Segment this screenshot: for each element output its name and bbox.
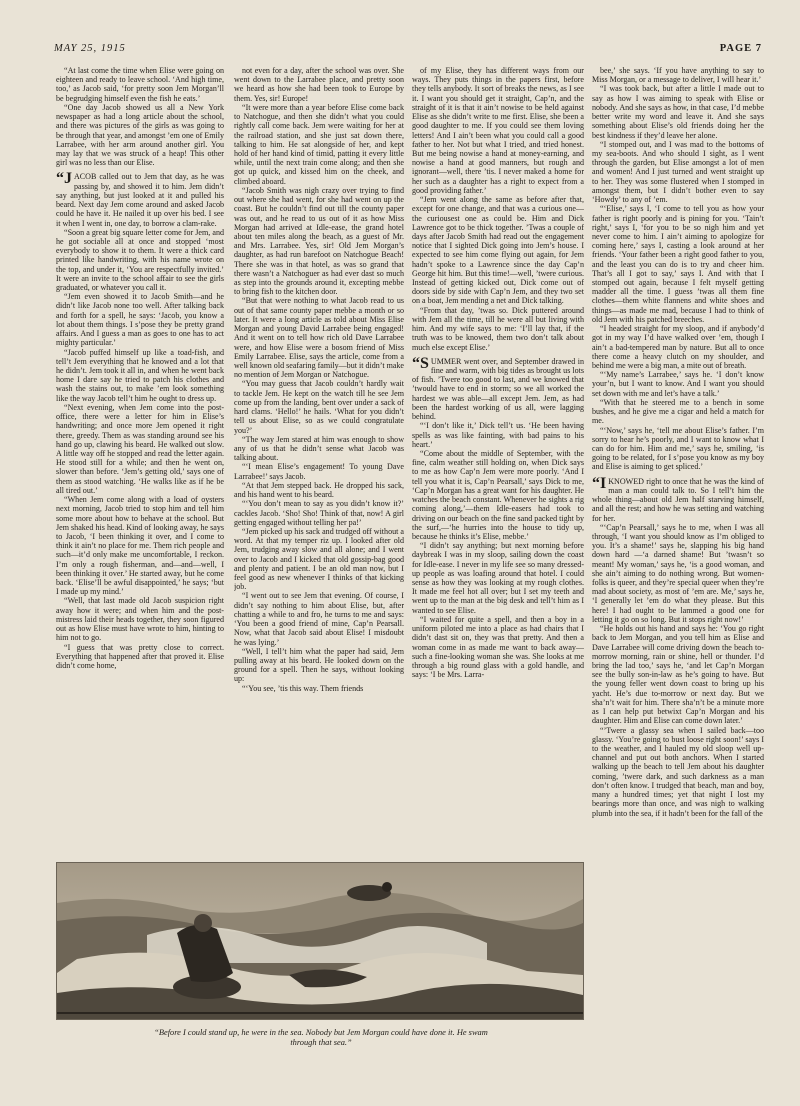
paragraph: “I guess that was pretty close to correct. Everything that happened after that proved it. Elise didn’t come home, (56, 642, 224, 670)
paragraph: “SUMMER went over, and September drawed in fine and warm, with big tides as brought us lots of fish. ’Twere too good to last, and we knowed that ’twould have to end in storm; so we all worked the hardest we was able—all except Jem. Jem, as had been the hardest working of us all, were lagging behind. (412, 354, 584, 422)
text-column-4 (592, 66, 764, 1072)
paragraph: “Well, I tell’t him what the paper had said, Jem pulling away at his beard. He looked down on the ground for a spell. Then he says, without looking up: (234, 646, 404, 684)
paragraph: “I was took back, but after a little I made out to say as how I was aiming to speak with Elise or nobody. And she says as how, in that case, I’d mebbe better write my word and leave it. And she says something about Elise’s old friends doing her the best kindness if they’d leave her alone. (592, 84, 764, 140)
paragraph: not even for a day, after the school was over. She went down to the Larrabee place, and pretty soon we heard as how she had been took to Europe by them. Yes, sir! Europe! (234, 66, 404, 103)
paragraph: “It were more than a year before Elise come back to Natchogue, and then she didn’t what you could rightly call come back. Jem were waiting for her at the railroad station, and she just sat down there, talking to him. He sat alongside of her, and kept hold of her hand kind of timid, patting it every little while, until the next train come along; and then she got up quick, and kissed him on the cheek, and climbed aboard. (234, 102, 404, 186)
paragraph: “At last come the time when Elise were going on eighteen and ready to leave school. ‘And high time, too,’ as Jacob said, ‘for pretty soon Jem Morgan’ll be begrudging himself even the fish he eats.’ (56, 66, 224, 103)
paragraph: “‘Cap’n Pearsall,’ says he to me, when I was all through, ‘I want you should know as I’m obliged to you. It’s a shame!’ says he, slapping his big hand down hard —‘a darned shame! But ’twasn’t so meant! My woman,’ says he, ‘is a good woman, and she ain’t aiming to do nothing wrong. But women-folks is queer, and they’re special queer when they’re mad about society, as most of ’em are. Me,’ says he, ‘I generally let ’em do what they please. But this here! I had ought to be lammed a good one for letting it go on so long. But it stops right now!’ (592, 522, 764, 624)
paragraph: “I went out to see Jem that evening. Of course, I didn’t say nothing to him about Elise, but, after chatting a while to and fro, he turns to me and says: ‘You been a good friend of mine, Cap’n Pearsall. Now, what that Jacob said about Elise! I misdoubt he was lying.’ (234, 591, 404, 647)
paragraph: “‘I mean Elise’s engagement! To young Dave Larrabee!’ says Jacob. (234, 462, 404, 481)
paragraph: of my Elise, they has different ways from our ways. They puts things in the papers first, before they tells anybody. It sort of breaks the news, as I see it. I want you should get it straight, Cap’n, and the straight of it is that it ain’t nowise to be held against Elise as she didn’t write to me first. Elise, she been a good daughter to me. If you could see them loving letters! And I ain’t been what you could call a good father to her. Not but what I tried, and tried honest. But me being nowise a hand at money-earning, and nowise a hand at good manners, but rough and ignorant—well, there ’tis. I never maked a home for her such as a daughter has a right to expect from a good providing father.’ (412, 66, 584, 195)
paragraph: “‘My name’s Larrabee,’ says he. ‘I don’t know your’n, but I want to know. And I want you should set down with me and let’s have a talk.’ (592, 370, 764, 398)
text-column-1 (56, 66, 224, 926)
paragraph: “I waited for quite a spell, and then a boy in a uniform piloted me into a place as had chairs that I didn’t dast sit on, they was that pretty. And then a woman come in as made me want to back away—such a fine-looking woman she was. She looks at me through a big round glass with a gold handle, and says: ‘I be Mrs. Larra- (412, 614, 584, 680)
paragraph: “The way Jem stared at him was enough to show any of us that he didn’t sense what Jacob was talking about. (234, 434, 404, 463)
text-column-3 (412, 66, 584, 878)
text-column-2 (234, 66, 404, 878)
paragraph: “Come about the middle of September, with the fine, calm weather still holding on, when Dick says to me as how Cap’n Jem were more poorly. ‘And I tell you what it is, Cap’n Pearsall,’ says Dick to me, ‘Cap’n Morgan has a great want for his daughter. He watches the beach constant. Whenever he sights a rig coming along,’—them Idle-easers had took to driving on our beach on the fine sand packed tight by the surf,—‘he hurries into the house to tidy up, because he thinks it’s Elise, mebbe.’ (412, 448, 584, 541)
paragraph: “Soon a great big square letter come for Jem, and he got sociable all at once and stopped ‘most everybody to show it to them. It were a thick card printed like handwriting, with his name wrote on the top, and under it, ‘You are respectfully invited.’ It were an invite to the school affair to see the girls graduated, or whatever you call it. (56, 227, 224, 293)
paragraph: “You may guess that Jacob couldn’t hardly wait to tackle Jem. He kept on the watch till he see Jem come up from the landing, bent over under a sack of hard clams. ‘Hello!’ he hails. ‘What for you didn’t tell us about Elise, so as we could congratulate you?’ (234, 379, 404, 435)
paragraph: “At that Jem stepped back. He dropped his sack, and his hand went to his beard. (234, 480, 404, 500)
paragraph: “‘Elise,’ says I, ‘I come to tell you as how your father is right poorly and is pining for you. ‘Tain’t right,’ says I, ‘for you to be so nigh him and yet never come to him. I ain’t aiming to apologize for coming here,’ says I, casting a look around at her friends. ‘Your father been a right good father to you, and the least you can do is to try and cheer him. That’s all I got to say,’ says I. And with that I stomped out again, because I felt myself getting madder all the time. I guess ’twas all them fine clothes—them white flannens and white shoes and things—as made me mad, because I had to think of old Jem with his patched breeches. (592, 204, 764, 324)
paragraph: “Jacob puffed himself up like a toad-fish, and tell’t Jem everything that he knowed and a lot that he didn’t. Jem took it all in, and when he went back home I dare say he tried to patch his clothes and wash the stains out, to make ’em look something like the way Jacob tell’t him he ought to dress up. (56, 347, 224, 403)
page-number: PAGE 7 (719, 43, 762, 54)
paragraph: “With that he steered me to a bench in some bushes, and he give me a cigar and held a match for me. (592, 397, 764, 426)
paragraph: “From that day, ’twas so. Dick puttered around with Jem all the time, till he were all but living with him. And my wife says to me: ‘I’ll lay that, if the truth was to be knowed, them two don’t talk about much else except Elise.’ (412, 305, 584, 352)
paragraph: “I headed straight for my sloop, and if anybody’d got in my way I’d have walked over ’em, though I ain’t a bad-tempered man by nature. But all to once there come a heavy clutch on my shoulder, and behind me were a big man, a mite out of breath. (592, 324, 764, 370)
paragraph: “‘You don’t mean to say as you didn’t know it?’ cackles Jacob. ‘Sho! Sho! Think of that, now! A girl getting engaged without telling her pa!’ (234, 499, 404, 527)
issue-date: MAY 25, 1915 (54, 43, 126, 54)
illustration-caption: “Before I could stand up, he were in the sea. Nobody but Jem Morgan could have done it. He swam through that sea.” (154, 1028, 488, 1047)
paragraph: “’Twere a glassy sea when I sailed back—too glassy. ‘You’re going to bust loose right soon!’ says I to the weather, and I hauled my old sloop well up-channel and put out both anchors. When I started walking up the beach to tell Jem about his daughter coming, ’twere dark, and such darkness as a man don’t often know. I trudged that beach, man and boy, many a hundred times; yet that night I lost my bearings more than once, and was nigh to walking plumb into the sea, if it hadn’t been for the fall of the (592, 725, 764, 818)
paragraph: “Jem even showed it to Jacob Smith—and he didn’t like Jacob none too well. After talking back and forth for a spell, he says: ‘Jacob, you know a lot about them things. I s’pose they be pretty grand affairs. And I guess a man as goes to one has to act mighty particular.’ (56, 292, 224, 348)
paragraph: “He holds out his hand and says he: ‘You go right back to Jem Morgan, and you tell him as Elise and Dave Larrabee will come driving down the beach to-morrow morning, rain or shine, hell or thunder. I’d bring the lad too,’ says he, ‘and let Cap’n Morgan see the bully son-in-law as he’s going to have. But the young feller went down coast to bring up his yacht. He’s due to-morrow or next day. But we sha’n’t wait for him. There sha’n’t be a minute more as I can help put betwixt Cap’n Morgan and his daughter. Him and Elise can come down later.’ (592, 624, 764, 726)
paragraph: “Jem went along the same as before after that, except for one change, and that was a curious one—the curiousest one as could be. Him and Dick Lawrence got to be thick together. ’Twas a couple of days after Jacob Smith had read out the engagement notice that I sighted Dick going into Jem’s house. I expected to see him come flying out again, for Jem hadn’t spoke to a Lawrence since the day Cap’n George hit him. But this time!—well, ’twere curious. Instead of getting kicked out, Dick come out of doors side by side with Cap’n Jem, and they two set on a boat, Jem mending a net and Dick talking. (412, 195, 584, 306)
paragraph: “Jacob Smith was nigh crazy over trying to find out where she had went, for she had went on up the coast. But he couldn’t find out till the county paper was out, and he read to us out of it as how Miss Morgan had arrived at Idle-ease, the grand hotel about ten miles along the beach, as a guest of Mr. and Mrs. Larrabee. Yes, sir! Old Jem Morgan’s daughter, as had run barefoot on Natchogue Beach! There she was in that hotel, as was so grand that there wasn’t a Natchoguer as had ever dast so much as step into the grounds around it, excepting mebbe to bring fish to the kitchen door. (234, 185, 404, 297)
paragraph: “Next evening, when Jem come into the post-office, there were a letter for him in Elise’s handwriting; and once more Jem opened it right there, greedy. Them as was standing around see his hand go up, clawing his beard. He walked out slow. A little way off he stopped and read the letter again. He stood still for a while; and then he went on, slower than before. ‘Jem’s getting old,’ says one of them as stood watching. ‘He walks like as if he be all tired out.’ (56, 402, 224, 495)
paragraph: “But that were nothing to what Jacob read to us out of that same county paper mebbe a month or so later. It were a long article as told about Miss Elise Morgan and young David Larrabee being engaged! And it went on to tell how rich old Dave Larrabee were, and how Elise were a bosom friend of Miss Emily Larrabee. Elise, says the article, come from a well known old seafaring family—but it didn’t make no mention of Jem Morgan or Natchogue. (234, 296, 404, 380)
paragraph: bee,’ she says. ‘If you have anything to say to Miss Morgan, or a message to deliver, I will hear it.’ (592, 66, 764, 85)
paragraph: “Well, that last made old Jacob suspicion right away how it were; and when him and the post-mistress laid their heads together, they soon figured out as how Elise must have wrote to him, hinting to him not to go. (56, 596, 224, 643)
paragraph: “One day Jacob showed us all a New York newspaper as had a long article about the school, and there was pictures of the girls as was going to be through that year, and amongst ’em one of Emily Larrabee, with her arm around another girl. You may lay that we was struck of a heap! This other girl was no less than our Elise. (56, 102, 224, 168)
paragraph: “IKNOWED right to once that he was the kind of man a man could talk to. So I tell’t him the whole thing—about old Jem half starving himself, and all the rest; and how he was setting and watching for her. (592, 474, 764, 523)
paragraph: “When Jem come along with a load of oysters next morning, Jacob tried to stop him and tell him some more about how to behave at the school. But Jem shaked his head. Kind of looking away, he says to Jacob, ‘I been thinking it over, and I come to think it ain’t no place for me. Them rich people and such—it’d only make me uncomfortable, I reckon. I’m only a rough fisherman, and—and—well, I been thinking it over.’ He started away, but he come back. ‘Elise’ll be awful disappointed,’ he says; ‘but I made up my mind.’ (56, 495, 224, 597)
paragraph: “Jem picked up his sack and trudged off without a word. At that my temper riz up. I looked after old Jem, trudging away slow and all alone; and I went over to Jacob and I kicked that old gossip-bag good and plenty and patient. I be an old man now, but I feel good as new whenever I thinks of that kicking job. (234, 526, 404, 592)
paragraph: “I stomped out, and I was mad to the bottoms of my sea-boots. And who should I sight, as I went through the garden, but Elise amongst a lot of men and women! And I just turned and went straight up to her. They was some flustered when I stomped in amongst them, but I didn’t bother even to say ‘Howdy’ to any of ’em. (592, 139, 764, 205)
sea-rescue-illustration (56, 862, 584, 1020)
paragraph: “‘You see, ’tis this way. Them friends (242, 683, 364, 693)
paragraph: “‘Now,’ says he, ‘tell me about Elise’s father. I’m sorry to hear he’s poorly, and I want to know what I can do for him. Him and me,’ says he, smiling, ‘is going to be related, for I s’pose you know as my boy and Elise is aiming to get spliced.’ (592, 425, 764, 472)
paragraph: “JACOB called out to Jem that day, as he was passing by, and showed it to him. Jem didn’t say anything, but just looked at it and pulled his beard. Next day Jem come around and asked Jacob could he have it. He nailed it up over his bed. I see it when I went in, one day, to borrow a clam-rake. (56, 170, 224, 228)
paragraph: “‘I don’t like it,’ Dick tell’t us. ‘He been having spells as was like fainting, with bad pains to his heart.’ (412, 421, 584, 449)
paragraph: “I didn’t say anything; but next morning before daybreak I was in my sloop, sailing down the coast for Idle-ease. I never in my life see so many dressed-up people as was loafing around that hotel. I could sense as how they was looking at my rough clothes. It made me feel hot all over; but I set my teeth and went up to the man at the big desk and tell’t him as I wanted to see Elise. (412, 541, 584, 615)
